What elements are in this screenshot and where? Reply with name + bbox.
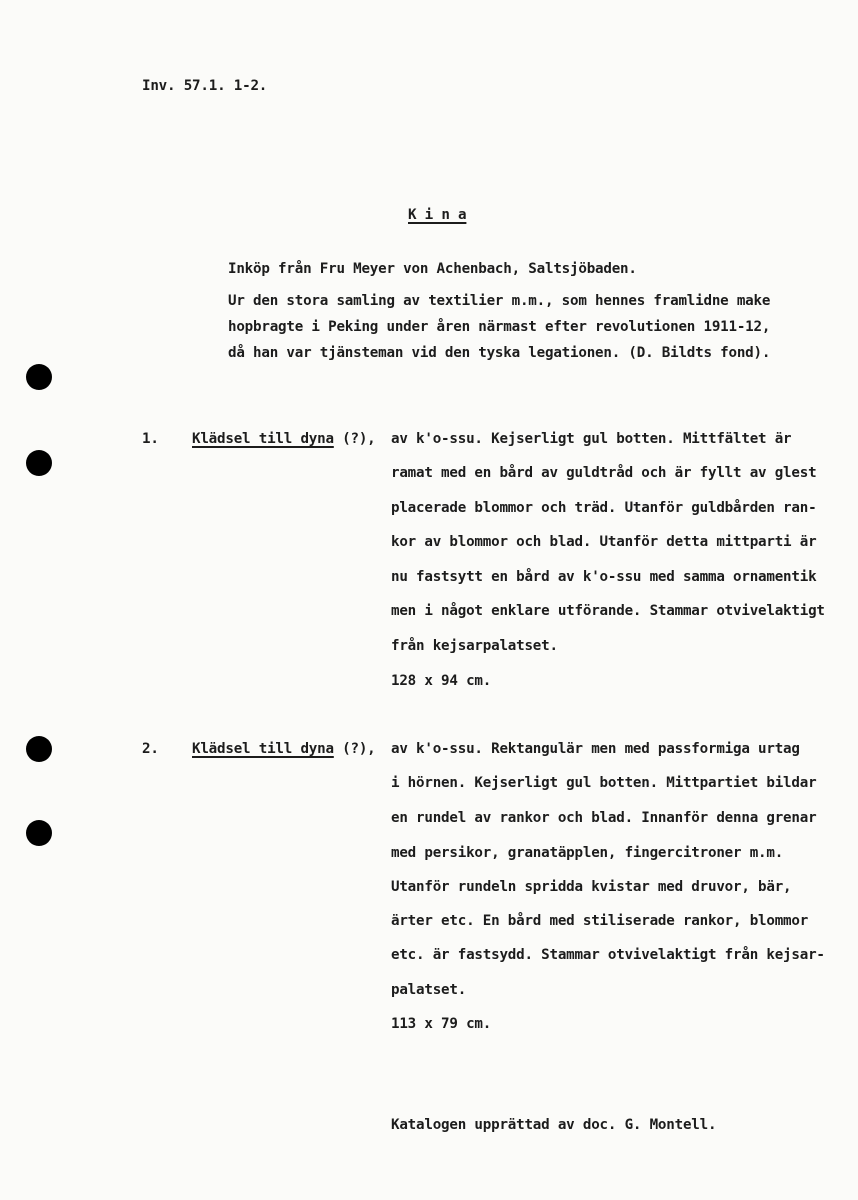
item-description-line: ärter etc. En bård med stiliserade rankor, blommor [391,913,809,929]
item-description-line: av k'o-ssu. Rektangulär men med passformiga urtag [391,741,800,757]
item-description-line: men i något enklare utförande. Stammar otvivelaktigt [391,603,825,619]
item-number: 2. [142,741,159,757]
intro-line: då han var tjänsteman vid den tyska legationen. (D. Bildts fond). [228,345,771,361]
item-description-line: med persikor, granatäpplen, fingercitroner m.m. [391,845,784,861]
intro-line: Inköp från Fru Meyer von Achenbach, Saltsjöbaden. [228,261,637,277]
intro-line: Ur den stora samling av textilier m.m., som hennes framlidne make [228,293,771,309]
item-description-line: i hörnen. Kejserligt gul botten. Mittpartiet bildar [391,775,817,791]
item-title: Klädsel till dyna [192,741,334,757]
item-description-line: palatset. [391,982,467,998]
item-description-line: nu fastsytt en bård av k'o-ssu med samma ornamentik [391,569,817,585]
inventory-number: Inv. 57.1. 1-2. [142,78,268,94]
item-description-line: placerade blommor och träd. Utanför guldbården ran- [391,500,817,516]
item-size: 113 x 79 cm. [391,1016,492,1032]
catalog-footer: Katalogen upprättad av doc. G. Montell. [391,1117,717,1133]
item-description-line: från kejsarpalatset. [391,638,558,654]
item-description-line: Utanför rundeln spridda kvistar med druvor, bär, [391,879,792,895]
item-title-suffix: (?), [333,431,376,447]
page-title: K i n a [408,207,467,223]
item-description-line: av k'o-ssu. Kejserligt gul botten. Mittfältet är [391,431,792,447]
punch-hole [26,736,52,762]
item-description-line: en rundel av rankor och blad. Innanför denna grenar [391,810,817,826]
intro-line: hopbragte i Peking under åren närmast efter revolutionen 1911-12, [228,319,771,335]
punch-hole [26,364,52,390]
item-description-line: ramat med en bård av guldtråd och är fyllt av glest [391,465,817,481]
item-title: Klädsel till dyna [192,431,334,447]
item-size: 128 x 94 cm. [391,673,492,689]
punch-hole [26,820,52,846]
item-description-line: kor av blommor och blad. Utanför detta mittparti är [391,534,817,550]
punch-hole [26,450,52,476]
item-number: 1. [142,431,159,447]
item-description-line: etc. är fastsydd. Stammar otvivelaktigt från kejsar- [391,947,825,963]
item-title-row [192,742,376,756]
item-title-row [192,432,376,446]
item-title-suffix: (?), [333,741,376,757]
